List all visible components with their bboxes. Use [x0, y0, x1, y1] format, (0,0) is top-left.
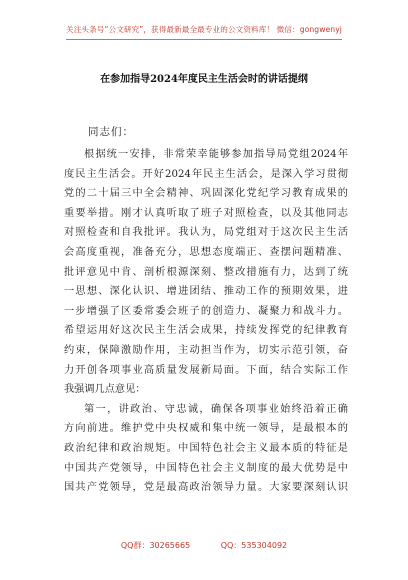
body-line: 一思想、深化认识、增进团结、推动工作的预期效果，进 [64, 286, 348, 298]
body-line: 我强调几点意见： [64, 384, 146, 396]
body-line: 约束，保障激励作用，主动担当作为，切实示范引领，奋 [64, 344, 348, 356]
body-line: 希望运用好这次民主生活会成果，持续发挥党的纪律教育 [64, 325, 348, 337]
body-line: 政治纪律和政治规矩。中国特色社会主义最本质的特征是 [64, 442, 348, 454]
body-line: 力开创各项事业高质量发展新局面。下面，结合实际工作 [64, 364, 348, 376]
body-line: 根据统一安排，非常荣幸能够参加指导局党组2024年 [84, 149, 348, 160]
body-line: 对照检查和自我批评。我认为，局党组对于这次民主生活 [64, 227, 348, 239]
footer-contact [0, 540, 408, 551]
body-line: 方向前进。维护党中央权威和集中统一领导，是最根本的 [64, 423, 348, 435]
footer-qq-group: QQ群：30265665 [120, 541, 191, 550]
body-line: 一步增强了区委常委会班子的创造力、凝聚力和战斗力。 [64, 305, 348, 317]
document-body [64, 145, 348, 498]
salutation: 同志们： [88, 126, 134, 138]
body-line: 党的二十届三中全会精神、巩固深化党纪学习教育成果的 [64, 188, 348, 200]
body-line: 国共产党领导，党是最高政治领导力量。大家要深刻认识 [64, 482, 348, 494]
body-line: 中国共产党领导，中国特色社会主义制度的最大优势是中 [64, 462, 348, 474]
header-banner: 关注头条号“公文研究”，获得最新最全最专业的公文资料库！ 微信：gongwenyj [66, 25, 342, 34]
body-line: 第一，讲政治、守忠诚，确保各项事业始终沿着正确 [84, 403, 348, 415]
body-line: 度民主生活会。开好2024年民主生活会，是深入学习贯彻 [64, 168, 348, 180]
body-line: 重要举措。刚才认真听取了班子对照检查，以及其他同志 [64, 207, 348, 219]
body-line: 会高度重视，准备充分，思想态度端正、查摆问题精准、 [64, 246, 348, 258]
footer-qq: QQ：535304092 [220, 541, 288, 550]
document-title: 在参加指导2024年度民主生活会时的讲话提纲 [100, 74, 308, 85]
body-line: 批评意见中肯、剖析根源深刻、整改措施有力，达到了统 [64, 266, 348, 278]
header-divider [66, 39, 342, 40]
